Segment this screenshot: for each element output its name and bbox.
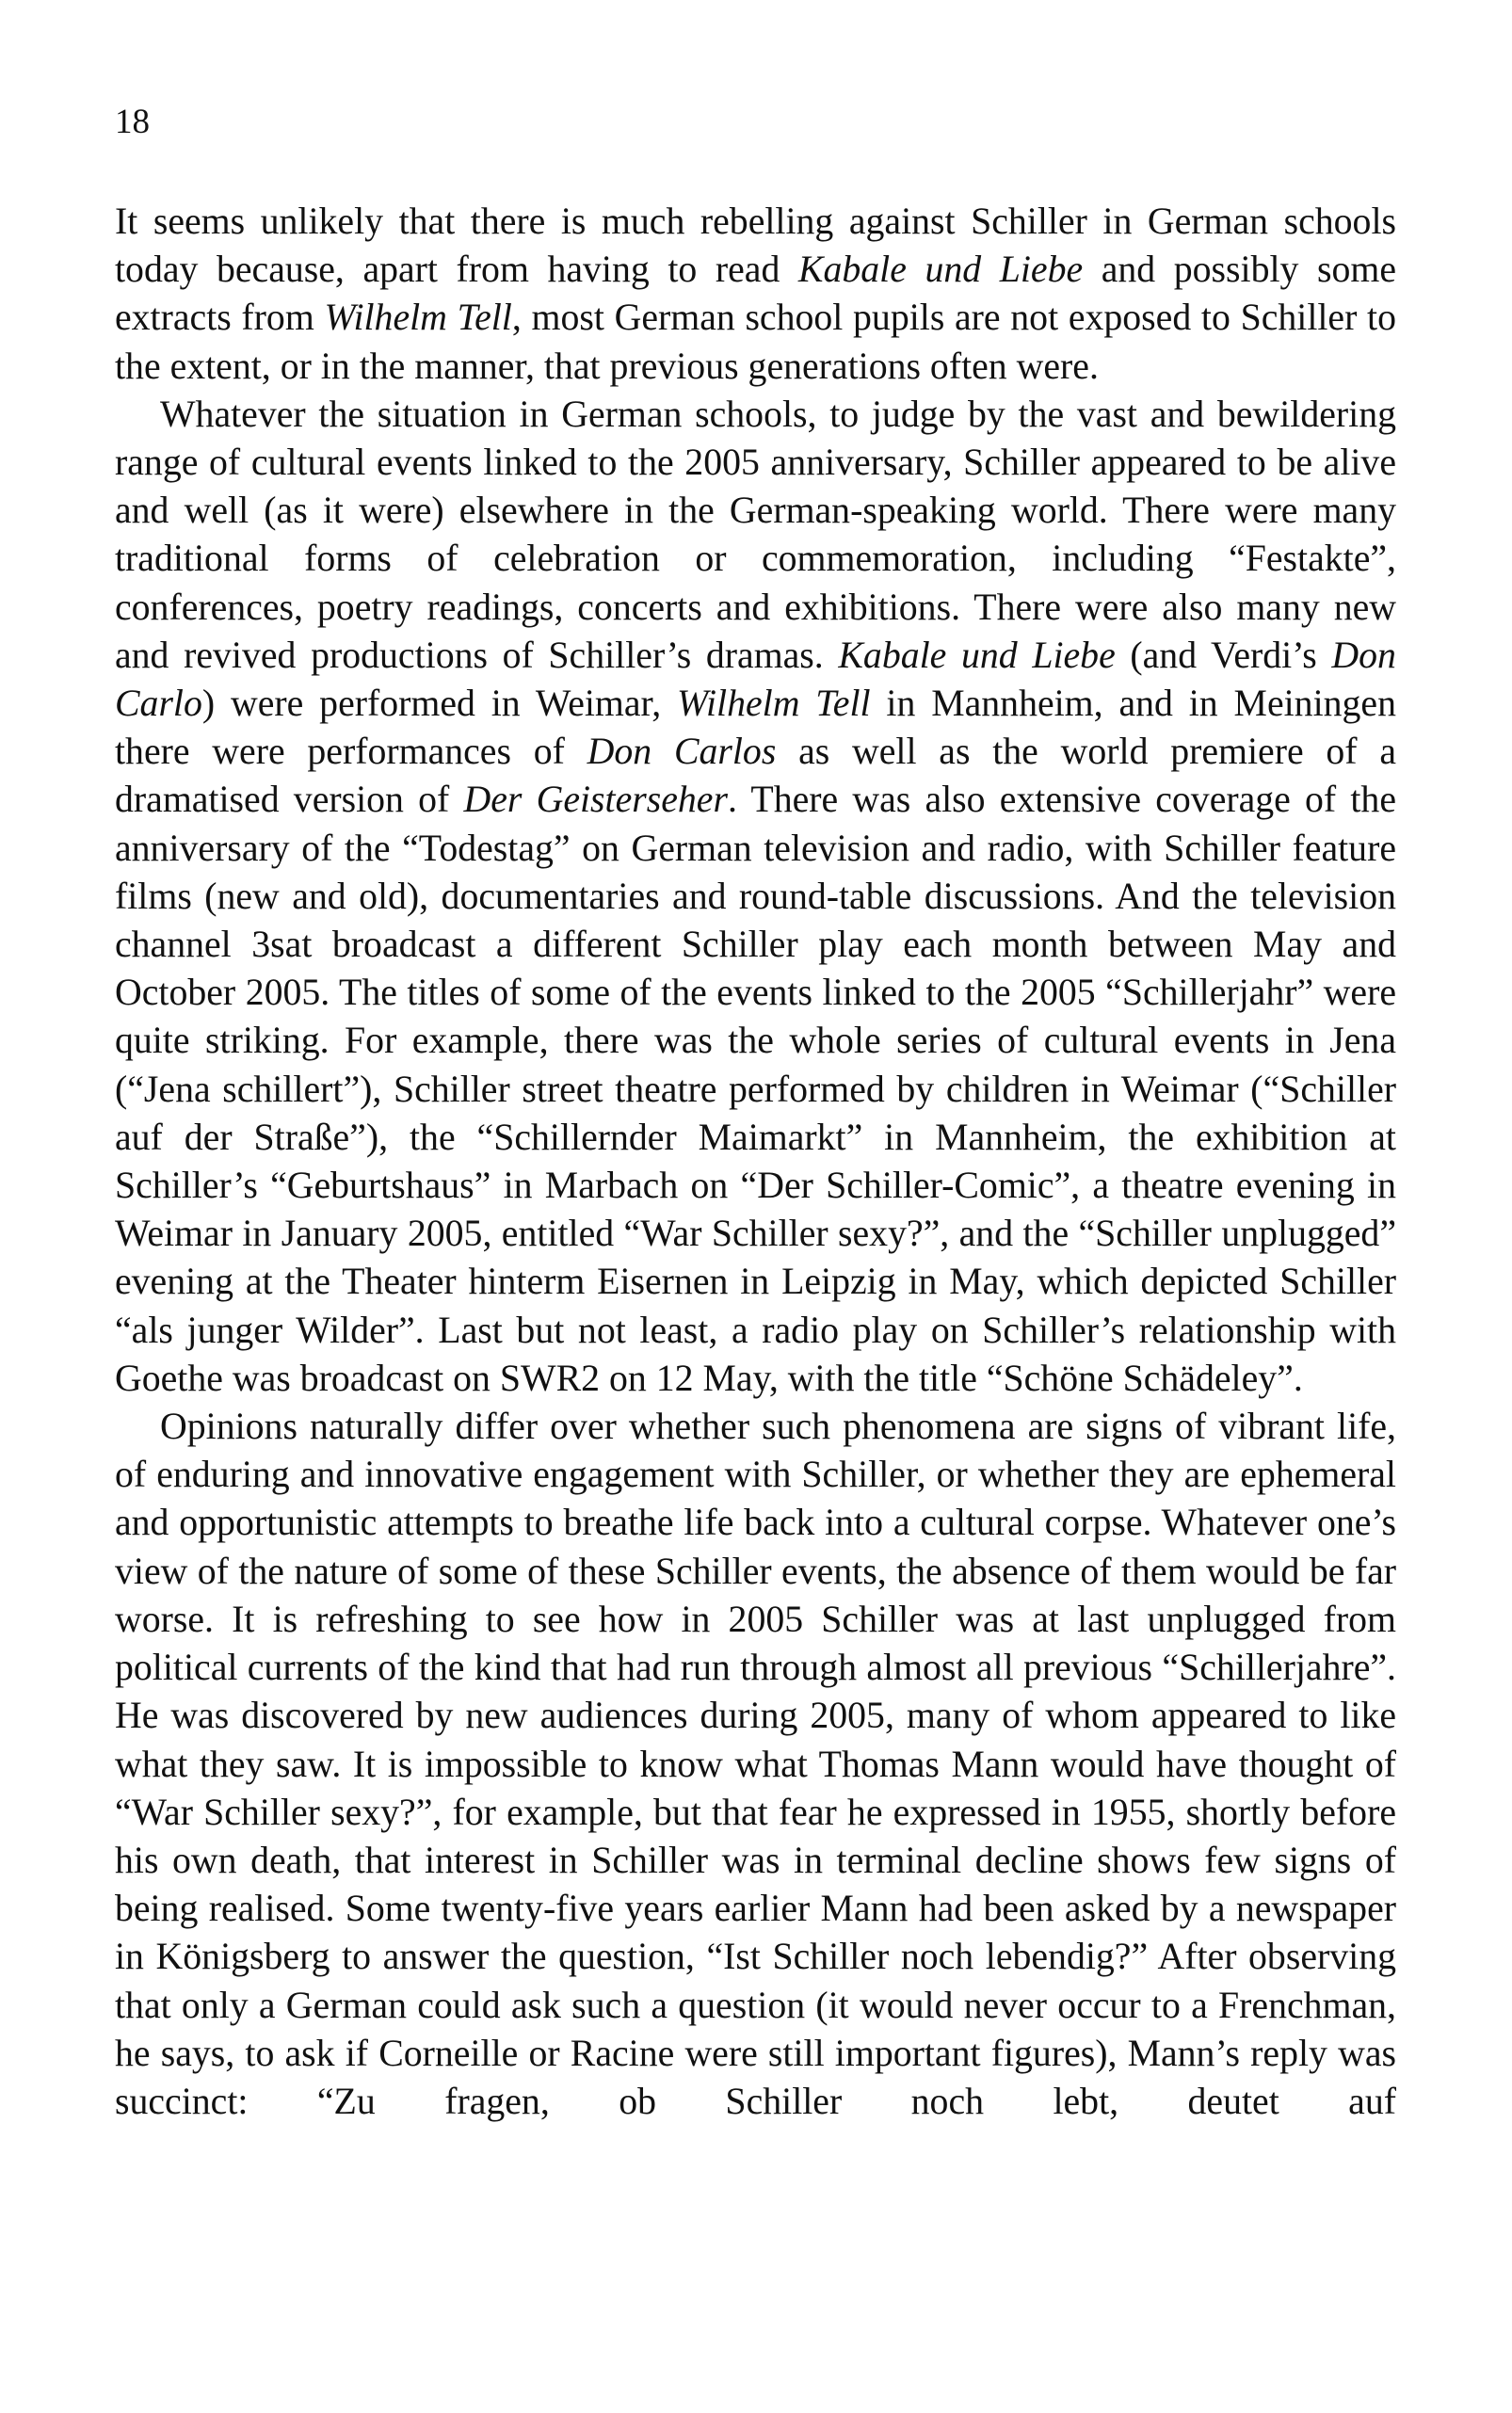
body-text bbox=[115, 198, 1396, 2126]
work-title-italic: Kabale und Liebe bbox=[797, 249, 1084, 291]
paragraph bbox=[115, 391, 1396, 1403]
text-segment: , most German school pupils are not exposed to Schiller to the extent, or in the manner, that previous generations often were. bbox=[115, 297, 1396, 387]
text-segment: ) were performed in Weimar, bbox=[201, 683, 678, 725]
text-segment: in Mannheim, and in Meiningen there were performances of bbox=[115, 683, 1396, 773]
paragraph bbox=[115, 1403, 1396, 2126]
text-segment: Whatever the situation in German schools, to judge by the vast and bewildering range of cultural events linked to the 2005 anniversary, Schiller appeared to be alive and well (as it were) elsewhere in the German-speaking world. There were many traditional forms of celebration or commemoration, including “Festakte”, conferences, poetry readings, concerts and exhibitions. There were also many new and revived productions of Schiller’s dramas. bbox=[115, 393, 1396, 676]
work-title-italic: Don Carlos bbox=[587, 731, 777, 773]
work-title-italic: Wilhelm Tell bbox=[677, 683, 871, 725]
text-segment: (and Verdi’s bbox=[1115, 634, 1332, 676]
text-segment: as well as the world premiere of a dramatised version of bbox=[115, 731, 1396, 821]
text-segment: and possibly some extracts from bbox=[115, 249, 1396, 339]
work-title-italic: Der Geisterseher bbox=[463, 779, 728, 821]
page-number: 18 bbox=[115, 103, 150, 141]
paragraph bbox=[115, 198, 1396, 391]
work-title-italic: Wilhelm Tell bbox=[324, 297, 512, 339]
text-segment: It seems unlikely that there is much rebelling against Schiller in German schools today because, apart from having to read bbox=[115, 201, 1396, 291]
work-title-italic: Don Carlo bbox=[115, 634, 1396, 725]
work-title-italic: Kabale und Liebe bbox=[838, 634, 1116, 676]
text-segment: Opinions naturally differ over whether such phenomena are signs of vibrant life, of enduring and innovative engagement with Schiller, or whether they are ephemeral and opportunistic attempts to breathe life back into a cultural corpse. Whatever one’s view of the nature of some of these Schiller events, the absence of them would be far worse. It is refreshing to see how in 2005 Schiller was at last unplugged from political currents of the kind that had run through almost all previous “Schillerjahre”. He was discovered by new audiences during 2005, many of whom appeared to like what they saw. It is impossible to know what Thomas Mann would have thought of “War Schiller sexy?”, for example, but that fear he expressed in 1955, shortly before his own death, that interest in Schiller was in terminal decline shows few signs of being realised. Some twenty-five years earlier Mann had been asked by a newspaper in Königsberg to answer the question, “Ist Schiller noch lebendig?” After observing that only a German could ask such a question (it would never occur to a Frenchman, he says, to ask if Corneille or Racine were still important figures), Mann’s reply was succinct: “Zu fragen, ob Schiller noch lebt, deutet auf bbox=[115, 1406, 1396, 2122]
text-segment: . There was also extensive coverage of the anniversary of the “Todestag” on German television and radio, with Schiller feature films (new and old), documentaries and round-table discussions. And the television channel 3sat broadcast a different Schiller play each month between May and October 2005. The titles of some of the events linked to the 2005 “Schillerjahr” were quite striking. For example, there was the whole series of cultural events in Jena (“Jena schillert”), Schiller street theatre performed by children in Weimar (“Schiller auf der Straße”), the “Schillernder Maimarkt” in Mannheim, the exhibition at Schiller’s “Geburtshaus” in Marbach on “Der Schiller-Comic”, a theatre evening in Weimar in January 2005, entitled “War Schiller sexy?”, and the “Schiller unplugged” evening at the Theater hinterm Eisernen in Leipzig in May, which depicted Schiller “als junger Wilder”. Last but not least, a radio play on Schiller’s relationship with Goethe was broadcast on SWR2 on 12 May, with the title “Schöne Schädeley”. bbox=[115, 779, 1396, 1399]
